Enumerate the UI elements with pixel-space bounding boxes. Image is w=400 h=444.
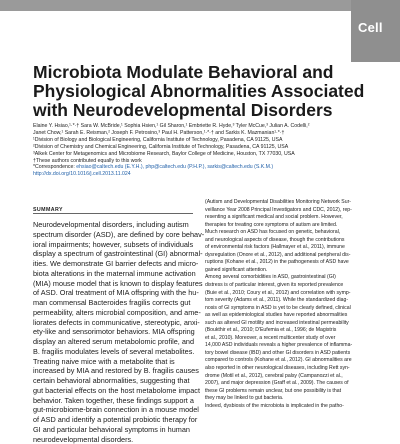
summary-line: gut-microbiome-brain connection in a mouse model — [33, 405, 196, 415]
body-line: drome (Motil et al., 2012), cerebral palsy (Campanozzi et al., — [205, 373, 385, 381]
summary-line: display a spectrum of gastrointestinal (GI) abnormal- — [33, 249, 196, 259]
body-line: of environmental risk factors (Hallmayer et al., 2011), immune — [205, 244, 385, 252]
body-line: they may be linked to gut bacteria. — [205, 395, 385, 403]
author-list: Janet Chow,¹ Sarah E. Reisman,² Joseph F. Petrosino,³ Paul H. Patterson,¹·*·† and Sarkis K. Mazmanian¹·*·† — [33, 130, 378, 137]
author-list: Elaine Y. Hsiao,¹·*·† Sara W. McBride,¹ Sophia Hsien,¹ Gil Sharon,¹ Embriette R. Hyde,³ Tyler McCue,³ Julian A. Codelli,² — [33, 123, 378, 130]
summary-line: liorates defects in communicative, stereotypic, anxi- — [33, 318, 196, 328]
summary-line: (MIA) mouse model that is known to display features — [33, 279, 196, 289]
summary-line: gut bacterial effects on the host metabolome impact — [33, 386, 196, 396]
body-line: such as altered GI motility and increased intestinal permeability — [205, 320, 385, 328]
summary-line: ities. We demonstrate GI barrier defects and micro- — [33, 259, 196, 269]
author-note: †These authors contributed equally to this work — [33, 158, 378, 165]
summary-line: display an altered serum metabolomic profile, and — [33, 337, 196, 347]
body-line: 2007), and major depression (Graff et al., 2009). The causes of — [205, 380, 385, 388]
body-line: these GI problems remain unclear, but one possibility is that — [205, 388, 385, 396]
body-line: ruptions (Kohane et al., 2012) in the pathogenesis of ASD have — [205, 259, 385, 267]
introduction-text — [205, 199, 385, 410]
body-line: Among several comorbidities in ASD, gastrointestinal (GI) — [205, 274, 385, 282]
body-line: (Buie et al., 2010; Coury et al., 2012) and correlation with symp- — [205, 290, 385, 298]
summary-line: of ASD. Oral treatment of MIA offspring with the hu- — [33, 288, 196, 298]
doi-link[interactable]: http://dx.doi.org/10.1016/j.cell.2013.11.024 — [33, 171, 378, 178]
affiliation: ²Division of Chemistry and Chemical Engineering, California Institute of Technology, Pasadena, CA 91125, USA — [33, 144, 378, 151]
journal-name: Cell — [358, 20, 383, 35]
summary-line: B. fragilis modulates levels of several metabolites. — [33, 347, 196, 357]
summary-line: Neurodevelopmental disorders, including autism — [33, 220, 196, 230]
summary-line: spectrum disorder (ASD), are defined by core behav- — [33, 230, 196, 240]
body-line: dysregulation (Onore et al., 2012), and additional peripheral dis- — [205, 252, 385, 260]
body-line: tom severity (Adams et al., 2011). While the standardized diag- — [205, 297, 385, 305]
title-line: Physiological Abnormalities Associated — [33, 82, 351, 101]
body-line: 14,000 ASD individuals reveals a higher prevalence of inflamma- — [205, 342, 385, 350]
article-metadata — [33, 123, 378, 178]
summary-line: certain behavioral abnormalities, suggesting that — [33, 376, 196, 386]
body-line: et al., 2010). Moreover, a recent multicenter study of over — [205, 335, 385, 343]
body-line: Much research on ASD has focused on genetic, behavioral, — [205, 229, 385, 237]
body-line: compared to controls (Kohane et al., 2012). GI abnormalities are — [205, 357, 385, 365]
summary-heading: SUMMARY — [33, 207, 63, 213]
body-line: gained significant attention. — [205, 267, 385, 275]
summary-line: ioral impairments; however, subsets of individuals — [33, 240, 196, 250]
summary-line: ety-like and sensorimotor behaviors. MIA offspring — [33, 327, 196, 337]
title-line: with Neurodevelopmental Disorders — [33, 101, 351, 120]
body-line: distress is of particular interest, given its reported prevalence — [205, 282, 385, 290]
body-line: tory bowel disease (IBD) and other GI disorders in ASD patients — [205, 350, 385, 358]
summary-line: biota alterations in the maternal immune activation — [33, 269, 196, 279]
body-line: veillance Year 2008 Principal Investigators and CDC, 2012), rep- — [205, 207, 385, 215]
summary-line: behavior. Taken together, these findings support a — [33, 396, 196, 406]
body-line: as well as epidemiological studies have reported abnormalities — [205, 312, 385, 320]
title-line: Microbiota Modulate Behavioral and — [33, 63, 351, 82]
affiliation: ³Alkek Center for Metagenomics and Microbiome Research, Baylor College of Medicine, Houston, TX 77030, USA — [33, 151, 378, 158]
summary-line: permeability, alters microbial composition, and ame- — [33, 308, 196, 318]
summary-line: of ASD and identify a potential probiotic therapy for — [33, 415, 196, 425]
article-title — [33, 63, 351, 120]
affiliation: ¹Division of Biology and Biological Engineering, California Institute of Technology, Pasadena, CA 91125, USA — [33, 137, 378, 144]
body-line: therapies for treating core symptoms of autism are limited. — [205, 222, 385, 230]
body-line: and neurological aspects of disease, though the contributions — [205, 237, 385, 245]
body-line: (Boukthir et al., 2010; D'Eufemia et al., 1996; de Magistris — [205, 327, 385, 335]
body-line: (Autism and Developmental Disabilities Monitoring Network Sur- — [205, 199, 385, 207]
header-bar — [0, 0, 400, 11]
body-line: resenting a significant medical and social problem. However, — [205, 214, 385, 222]
body-line: also reported in other neurological diseases, including Rett syn- — [205, 365, 385, 373]
body-line: nosis of GI symptoms in ASD is yet to be clearly defined, clinical — [205, 305, 385, 313]
summary-line: increased by MIA and restored by B. fragilis causes — [33, 366, 196, 376]
summary-line: neurodevelopmental disorders. — [33, 435, 196, 444]
correspondence — [33, 164, 378, 171]
summary-line: GI and particular behavioral symptoms in human — [33, 425, 196, 435]
summary-line: man commensal Bacteroides fragilis corrects gut — [33, 298, 196, 308]
summary-line: Treating naive mice with a metabolite that is — [33, 357, 196, 367]
correspondence-label: *Correspondence: — [33, 164, 76, 170]
body-line: Indeed, dysbiosis of the microbiota is implicated in the patho- — [205, 403, 385, 411]
summary-text — [33, 220, 196, 444]
correspondence-emails[interactable]: ehsiao@caltech.edu (E.Y.H.), php@caltech.edu (P.H.P.), sarkis@caltech.edu (S.K.M.) — [76, 164, 273, 170]
summary-divider — [33, 213, 193, 214]
